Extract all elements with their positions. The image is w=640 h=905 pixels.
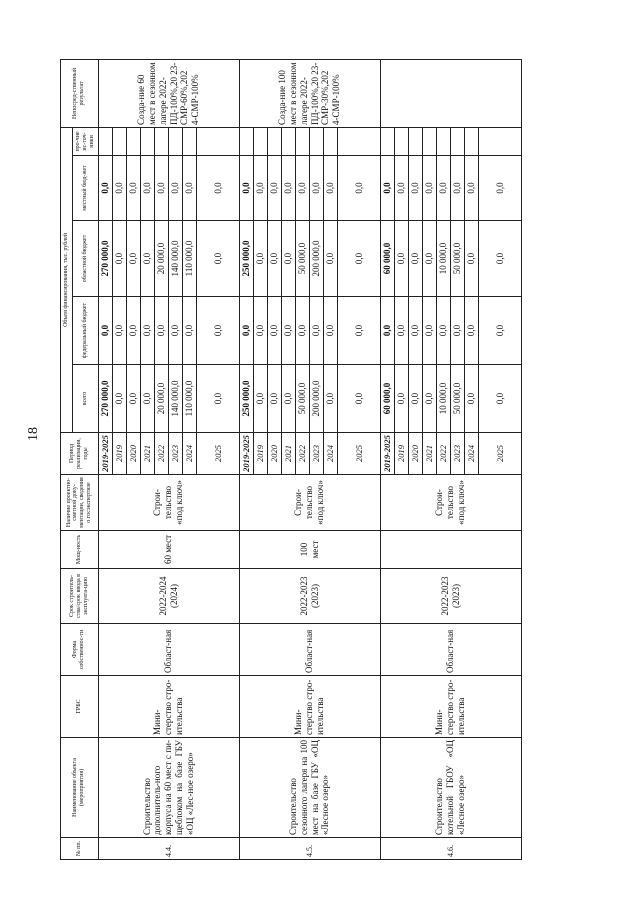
federal-cell: 0,0 [253, 297, 267, 365]
result-cell: Созда-ние 100 мест в сезонном лагере 2022-ПД-100%,20 23-СМР-30%,202 4-СМР-100% [239, 59, 380, 127]
period-cell: 2024 [182, 433, 196, 475]
design-doc-cell: Строи-тельство «под ключ» [98, 475, 239, 531]
regional-cell: 110 000,0 [182, 221, 196, 297]
local-cell: 0,0 [450, 156, 464, 221]
other-cell [464, 127, 478, 155]
ownership-cell: Област-ная [239, 624, 380, 676]
total-cell: 0,0 [126, 365, 140, 433]
header-grbs: ГРБС [61, 676, 99, 738]
other-cell [140, 127, 154, 155]
regional-cell: 20 000,0 [154, 221, 168, 297]
local-cell: 0,0 [422, 156, 436, 221]
total-cell: 50 000,0 [450, 365, 464, 433]
other-cell [309, 127, 323, 155]
total-cell: 200 000,0 [309, 365, 323, 433]
rotated-page [60, 60, 600, 860]
federal-cell: 0,0 [323, 297, 337, 365]
grbs-cell: Мини-стерство стро-ительства [380, 676, 521, 738]
local-cell: 0,0 [281, 156, 295, 221]
period-cell: 2022 [295, 433, 309, 475]
federal-cell: 0,0 [478, 297, 521, 365]
period-cell: 2019 [394, 433, 408, 475]
regional-cell: 10 000,0 [436, 221, 450, 297]
table-row [380, 59, 394, 859]
regional-cell: 250 000,0 [239, 221, 253, 297]
total-cell: 20 000,0 [154, 365, 168, 433]
table-header [61, 59, 99, 859]
local-cell: 0,0 [126, 156, 140, 221]
federal-cell: 0,0 [281, 297, 295, 365]
other-cell [323, 127, 337, 155]
local-cell: 0,0 [380, 156, 394, 221]
total-cell: 0,0 [422, 365, 436, 433]
capacity-cell [380, 531, 521, 569]
federal-cell: 0,0 [337, 297, 380, 365]
other-cell [112, 127, 126, 155]
period-cell: 2024 [464, 433, 478, 475]
local-cell: 0,0 [253, 156, 267, 221]
table-body [98, 59, 521, 859]
other-cell [394, 127, 408, 155]
local-cell: 0,0 [267, 156, 281, 221]
period-cell: 2019-2025 [239, 433, 253, 475]
header-term: Срок строитель-ства/срок ввода в эксплуата-цию [61, 569, 99, 624]
local-cell: 0,0 [464, 156, 478, 221]
regional-cell: 0,0 [408, 221, 422, 297]
local-cell: 0,0 [239, 156, 253, 221]
period-cell: 2021 [140, 433, 154, 475]
federal-cell: 0,0 [196, 297, 239, 365]
other-cell [450, 127, 464, 155]
header-capacity: Мощ-ность [61, 531, 99, 569]
header-regional: областной бюджет [72, 221, 98, 297]
other-cell [295, 127, 309, 155]
other-cell [267, 127, 281, 155]
local-cell: 0,0 [196, 156, 239, 221]
ownership-cell: Област-ная [380, 624, 521, 676]
regional-cell: 0,0 [126, 221, 140, 297]
other-cell [98, 127, 112, 155]
period-cell: 2023 [168, 433, 182, 475]
total-cell: 270 000,0 [98, 365, 112, 433]
period-cell: 2023 [309, 433, 323, 475]
header-local: местный бюд-жет [72, 156, 98, 221]
header-period: Период реализации, годы [61, 433, 99, 475]
other-cell [239, 127, 253, 155]
local-cell: 0,0 [168, 156, 182, 221]
other-cell [478, 127, 521, 155]
header-name: Наименование объекта (мероприятия) [61, 738, 99, 838]
total-cell: 0,0 [394, 365, 408, 433]
row-number: 4.6. [380, 838, 521, 860]
total-cell: 60 000,0 [380, 365, 394, 433]
result-cell [380, 59, 521, 127]
federal-cell: 0,0 [309, 297, 323, 365]
period-cell: 2019-2025 [380, 433, 394, 475]
period-cell: 2019-2025 [98, 433, 112, 475]
total-cell: 250 000,0 [239, 365, 253, 433]
table-row [98, 59, 112, 859]
federal-cell: 0,0 [408, 297, 422, 365]
period-cell: 2020 [408, 433, 422, 475]
result-cell: Созда-ние 60 мест в сезонном лагере 2022-ПД-100%,20 23-СМР-60%,202 4-СМР-100% [98, 59, 239, 127]
regional-cell: 50 000,0 [450, 221, 464, 297]
object-name: Строительство дополнитель-ного корпуса на 60 мест с пи-щеблоком на базе ГБУ «ОЦ «Лес-ное озеро» [98, 738, 239, 838]
total-cell: 0,0 [464, 365, 478, 433]
regional-cell: 0,0 [337, 221, 380, 297]
regional-cell: 0,0 [112, 221, 126, 297]
local-cell: 0,0 [309, 156, 323, 221]
regional-cell: 0,0 [140, 221, 154, 297]
design-doc-cell: Строи-тельство «под ключ» [239, 475, 380, 531]
regional-cell: 0,0 [464, 221, 478, 297]
local-cell: 0,0 [295, 156, 309, 221]
local-cell: 0,0 [140, 156, 154, 221]
term-cell: 2022-2023 (2023) [239, 569, 380, 624]
total-cell: 0,0 [253, 365, 267, 433]
period-cell: 2019 [253, 433, 267, 475]
local-cell: 0,0 [98, 156, 112, 221]
regional-cell: 140 000,0 [168, 221, 182, 297]
federal-cell: 0,0 [98, 297, 112, 365]
other-cell [253, 127, 267, 155]
regional-cell: 0,0 [196, 221, 239, 297]
period-cell: 2020 [126, 433, 140, 475]
period-cell: 2024 [323, 433, 337, 475]
federal-cell: 0,0 [126, 297, 140, 365]
federal-cell: 0,0 [239, 297, 253, 365]
period-cell: 2020 [267, 433, 281, 475]
header-ownership: Форма собственнос-ти [61, 624, 99, 676]
total-cell: 0,0 [478, 365, 521, 433]
regional-cell: 0,0 [267, 221, 281, 297]
period-cell: 2025 [196, 433, 239, 475]
row-number: 4.4. [98, 838, 239, 860]
regional-cell: 50 000,0 [295, 221, 309, 297]
capacity-cell: 60 мест [98, 531, 239, 569]
other-cell [337, 127, 380, 155]
object-name: Строительство котельной ГБОУ «ОЦ «Лесное озеро» [380, 738, 521, 838]
period-cell: 2023 [450, 433, 464, 475]
local-cell: 0,0 [337, 156, 380, 221]
regional-cell: 0,0 [253, 221, 267, 297]
grbs-cell: Мини-стерство стро-ительства [98, 676, 239, 738]
total-cell: 0,0 [267, 365, 281, 433]
regional-cell: 0,0 [478, 221, 521, 297]
ownership-cell: Област-ная [98, 624, 239, 676]
local-cell: 0,0 [408, 156, 422, 221]
local-cell: 0,0 [394, 156, 408, 221]
header-total: всего [72, 365, 98, 433]
regional-cell: 0,0 [323, 221, 337, 297]
local-cell: 0,0 [323, 156, 337, 221]
other-cell [408, 127, 422, 155]
federal-cell: 0,0 [450, 297, 464, 365]
total-cell: 0,0 [323, 365, 337, 433]
period-cell: 2022 [154, 433, 168, 475]
total-cell: 0,0 [408, 365, 422, 433]
federal-cell: 0,0 [295, 297, 309, 365]
header-num: № пп. [61, 838, 99, 860]
other-cell [154, 127, 168, 155]
regional-cell: 0,0 [281, 221, 295, 297]
local-cell: 0,0 [154, 156, 168, 221]
total-cell: 0,0 [196, 365, 239, 433]
federal-cell: 0,0 [140, 297, 154, 365]
local-cell: 0,0 [182, 156, 196, 221]
regional-cell: 0,0 [422, 221, 436, 297]
total-cell: 0,0 [337, 365, 380, 433]
object-name: Строительство сезонного лагеря на 100 мест на базе ГБУ «ОЦ «Лесное озеро» [239, 738, 380, 838]
regional-cell: 60 000,0 [380, 221, 394, 297]
local-cell: 0,0 [436, 156, 450, 221]
other-cell [196, 127, 239, 155]
federal-cell: 0,0 [394, 297, 408, 365]
period-cell: 2021 [422, 433, 436, 475]
total-cell: 110 000,0 [182, 365, 196, 433]
other-cell [422, 127, 436, 155]
federal-cell: 0,0 [168, 297, 182, 365]
design-doc-cell: Строи-тельство «под ключ» [380, 475, 521, 531]
total-cell: 0,0 [281, 365, 295, 433]
local-cell: 0,0 [478, 156, 521, 221]
period-cell: 2022 [436, 433, 450, 475]
federal-cell: 0,0 [182, 297, 196, 365]
regional-cell: 270 000,0 [98, 221, 112, 297]
total-cell: 50 000,0 [295, 365, 309, 433]
federal-cell: 0,0 [380, 297, 394, 365]
other-cell [436, 127, 450, 155]
header-federal: федеральный бюджет [72, 297, 98, 365]
term-cell: 2022-2024 (2024) [98, 569, 239, 624]
period-cell: 2025 [337, 433, 380, 475]
federal-cell: 0,0 [267, 297, 281, 365]
regional-cell: 0,0 [394, 221, 408, 297]
header-result: Непосред-ственный результат [61, 59, 99, 127]
federal-cell: 0,0 [436, 297, 450, 365]
federal-cell: 0,0 [154, 297, 168, 365]
period-cell: 2021 [281, 433, 295, 475]
grbs-cell: Мини-стерство стро-ительства [239, 676, 380, 738]
row-number: 4.5. [239, 838, 380, 860]
other-cell [380, 127, 394, 155]
regional-cell: 200 000,0 [309, 221, 323, 297]
federal-cell: 0,0 [464, 297, 478, 365]
other-cell [281, 127, 295, 155]
other-cell [182, 127, 196, 155]
other-cell [126, 127, 140, 155]
header-other: про-чие ис-точ-ники [72, 127, 98, 155]
period-cell: 2019 [112, 433, 126, 475]
program-table [60, 59, 522, 860]
header-design-doc: Наличие проектно-сметной доку-ментации, сведения о госэкспертизе [61, 475, 99, 531]
period-cell: 2025 [478, 433, 521, 475]
term-cell: 2022-2023 (2023) [380, 569, 521, 624]
header-funding: Объем финансирования, тыс. рублей [61, 127, 73, 432]
other-cell [168, 127, 182, 155]
local-cell: 0,0 [112, 156, 126, 221]
table-row [239, 59, 253, 859]
total-cell: 140 000,0 [168, 365, 182, 433]
total-cell: 0,0 [140, 365, 154, 433]
page-number: 18 [26, 427, 41, 441]
federal-cell: 0,0 [422, 297, 436, 365]
capacity-cell: 100 мест [239, 531, 380, 569]
federal-cell: 0,0 [112, 297, 126, 365]
total-cell: 0,0 [112, 365, 126, 433]
total-cell: 10 000,0 [436, 365, 450, 433]
